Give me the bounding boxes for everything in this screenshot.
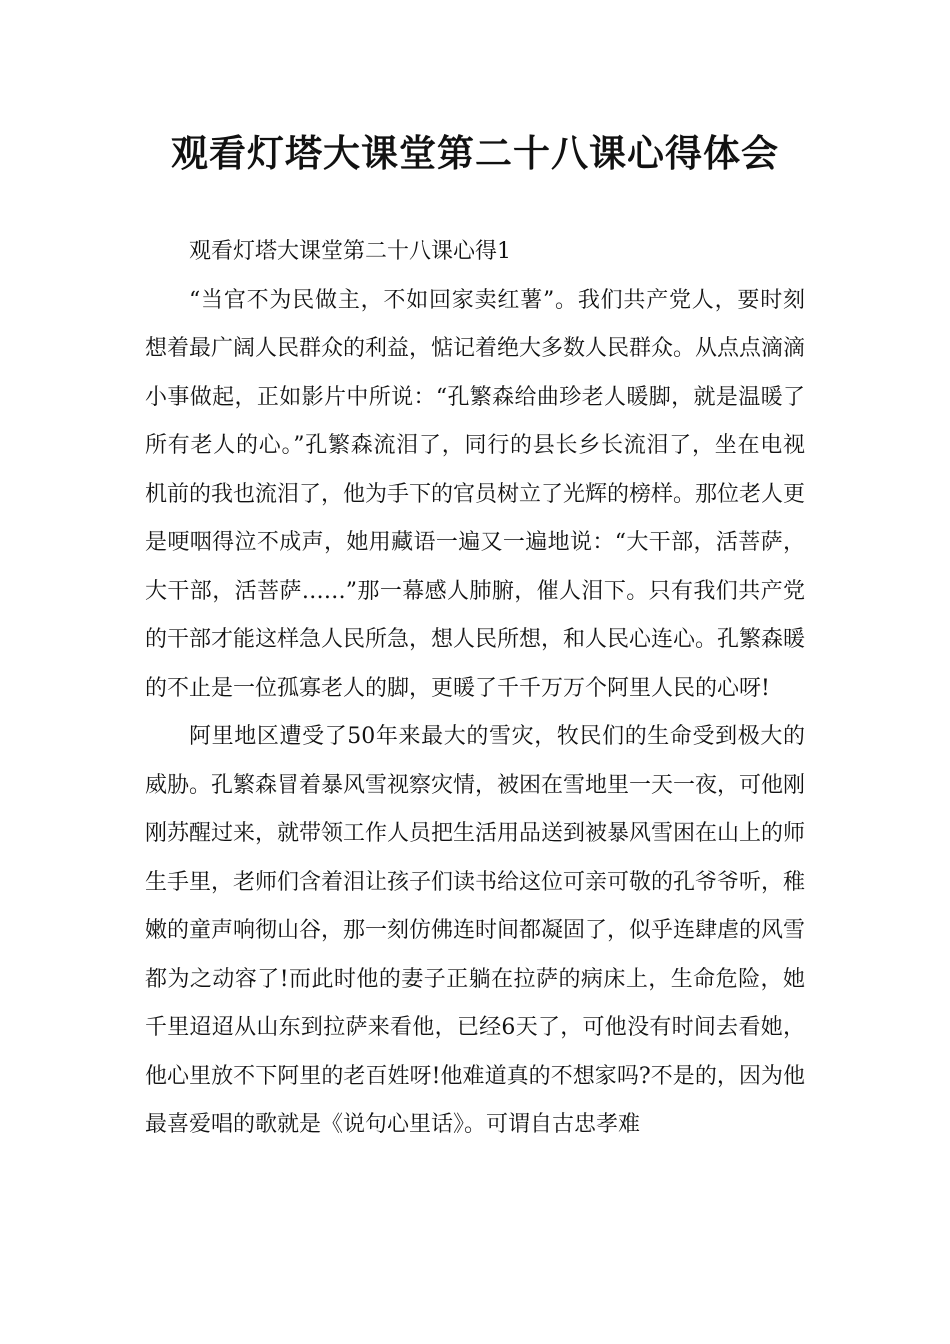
body-paragraph: “当官不为民做主，不如回家卖红薯”。我们共产党人，要时刻想着最广阔人民群众的利益，惦记着绝大多数人民群众。从点点滴滴小事做起，正如影片中所说：“孔繁森给曲珍老人暖脚，就是温暖了所有老人的心。”孔繁森流泪了，同行的县长乡长流泪了，坐在电视机前的我也流泪了，他为手下的官员树立了光辉的榜样。那位老人更是哽咽得泣不成声，她用藏语一遍又一遍地说：“大干部，活菩萨，大干部，活菩萨……”那一幕感人肺腑，催人泪下。只有我们共产党的干部才能这样急人民所急，想人民所想，和人民心连心。孔繁森暖的不止是一位孤寡老人的脚，更暖了千千万万个阿里人民的心呀! [145,287,806,701]
document-body [145,228,805,1150]
document-title: 观看灯塔大课堂第二十八课心得体会 [171,132,779,175]
section-subheading: 观看灯塔大课堂第二十八课心得1 [189,239,511,264]
body-paragraph: 阿里地区遭受了50年来最大的雪灾，牧民们的生命受到极大的威胁。孔繁森冒着暴风雪视察灾情，被困在雪地里一天一夜，可他刚刚苏醒过来，就带领工作人员把生活用品送到被暴风雪困在山上的师生手里，老师们含着泪让孩子们读书给这位可亲可敬的孔爷爷听，稚嫩的童声响彻山谷，那一刻仿佛连时间都凝固了，似乎连肆虐的风雪都为之动容了!而此时他的妻子正躺在拉萨的病床上，生命危险，她千里迢迢从山东到拉萨来看他，已经6天了，可他没有时间去看她，他心里放不下阿里的老百姓呀!他难道真的不想家吗?不是的，因为他最喜爱唱的歌就是《说句心里话》。可谓自古忠孝难 [145,724,806,1137]
